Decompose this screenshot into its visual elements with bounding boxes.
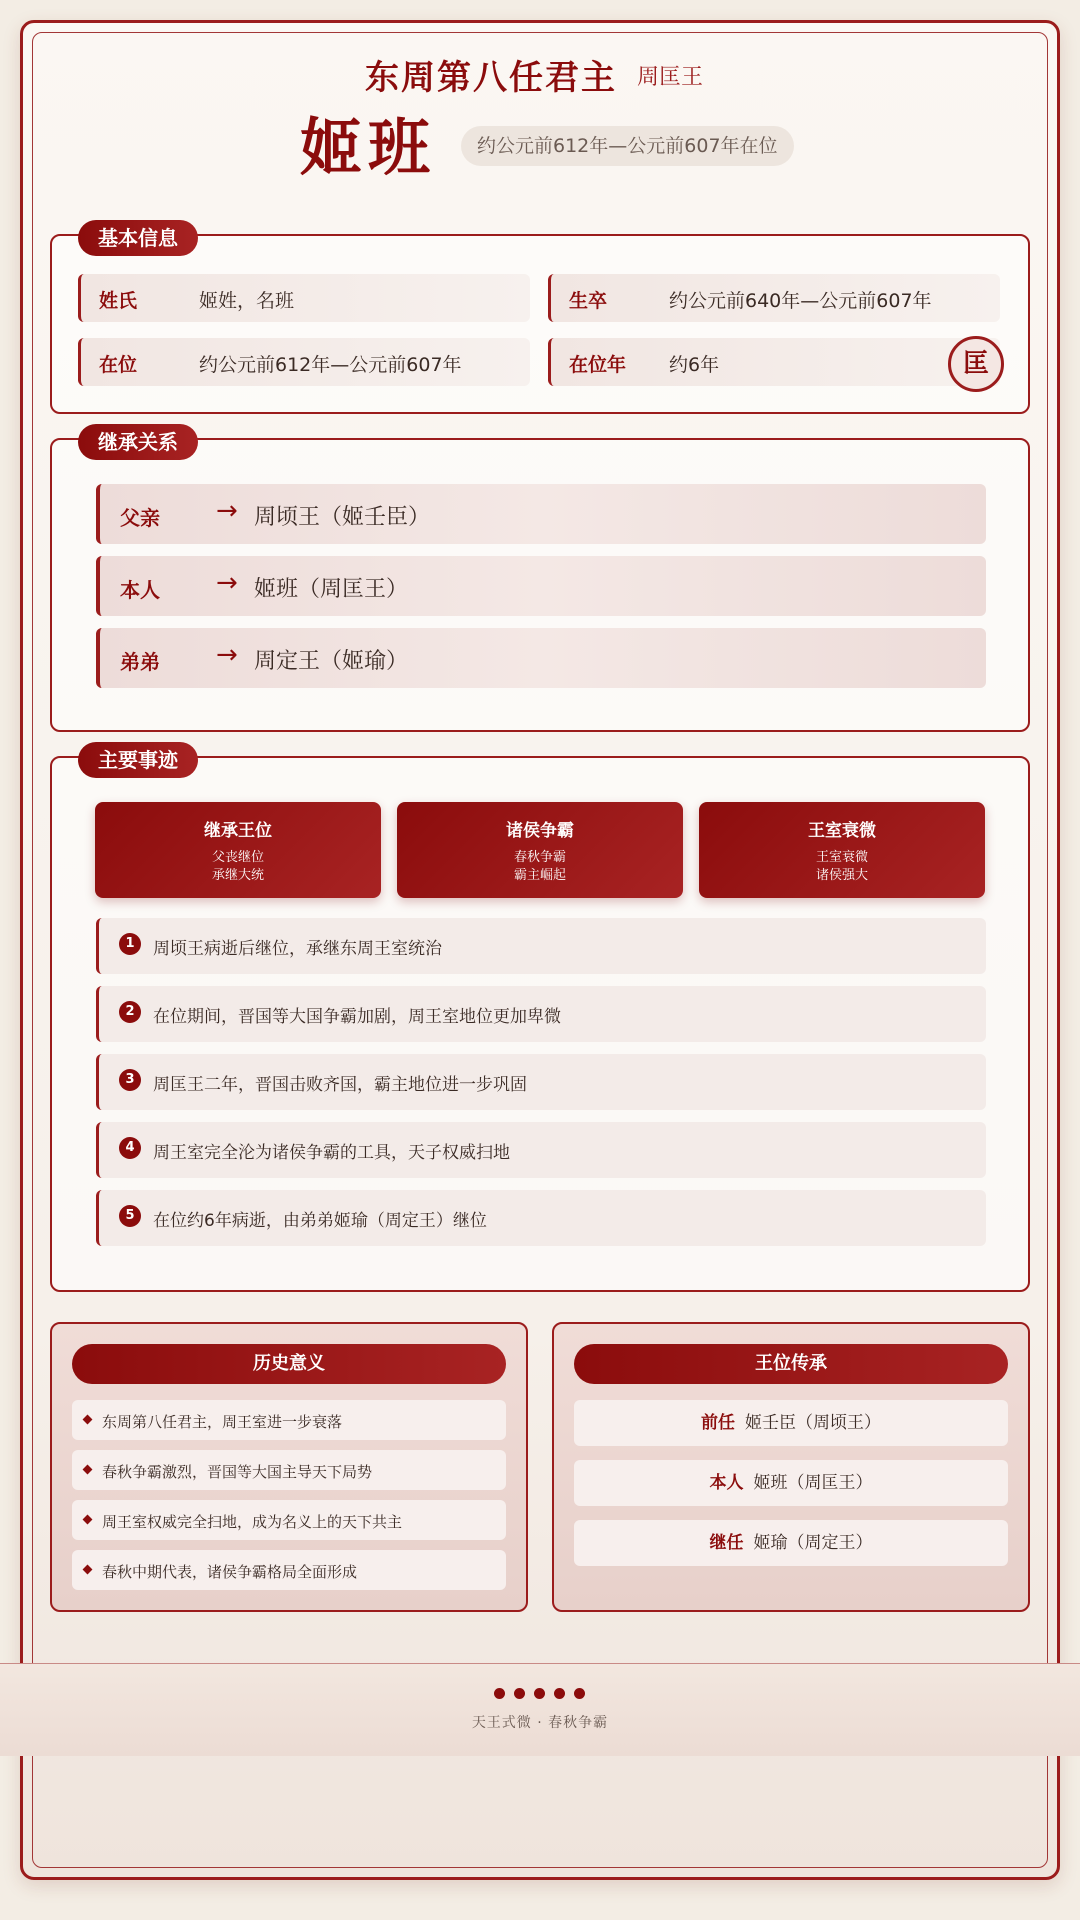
event-text: 周王室完全沦为诸侯争霸的工具，天子权威扫地 [153,1143,510,1163]
footer-band [0,1663,1080,1756]
info-cell-lifespan [548,274,1000,322]
deed-card-line: 承继大统 [211,868,264,883]
succession-row-self [96,556,986,616]
deeds-tag: 主要事迹 [78,742,198,778]
significance-title: 历史意义 [72,1344,506,1384]
event-number-badge: 5 [119,1205,141,1227]
succession-value: 姬班（周匡王） [254,577,409,602]
page-title: 姬班 [300,111,437,184]
basic-info-section [50,226,1030,414]
basic-info-tag: 基本信息 [78,220,198,256]
dot-icon [574,1688,585,1699]
event-number-badge: 2 [119,1001,141,1023]
succession-key: 父亲 [120,506,160,530]
header-title-ref: 周匡王 [637,65,704,90]
throne-value: 姬班（周匡王） [753,1473,873,1493]
deed-card-line: 诸侯强大 [815,868,868,883]
reign-pill: 约公元前612年—公元前607年在位 [461,126,794,166]
event-item [96,1122,986,1178]
footer-dots [494,1688,594,1700]
significance-item [72,1450,506,1490]
succession-section [50,430,1030,732]
deed-card-title: 继承王位 [204,821,272,841]
deed-card-title: 诸侯争霸 [506,821,574,841]
significance-text: 春秋中期代表，诸侯争霸格局全面形成 [102,1563,358,1581]
event-text: 在位期间，晋国等大国争霸加剧，周王室地位更加卑微 [153,1007,561,1027]
arrow-right-icon: → [216,496,238,526]
footer-text: 天王式微 · 春秋争霸 [471,1715,609,1731]
event-number-badge: 1 [119,933,141,955]
succession-key: 弟弟 [120,650,160,674]
info-key: 在位年 [569,354,627,376]
event-number-badge: 4 [119,1137,141,1159]
throne-value: 姬壬臣（周顷王） [745,1413,881,1433]
deed-card-title: 王室衰微 [808,821,876,841]
significance-item [72,1500,506,1540]
arrow-right-icon: → [216,640,238,670]
dot-icon [494,1688,505,1699]
info-key: 姓氏 [99,290,138,312]
significance-item [72,1550,506,1590]
succession-row-father [96,484,986,544]
significance-text: 周王室权威完全扫地，成为名义上的天下共主 [102,1513,403,1531]
significance-text: 东周第八任君主，周王室进一步衰落 [102,1413,343,1431]
throne-item-successor [574,1520,1008,1566]
succession-value: 周定王（姬瑜） [254,649,409,674]
significance-text: 春秋争霸激烈，晋国等大国主导天下局势 [102,1463,373,1481]
throne-item-predecessor [574,1400,1008,1446]
event-item [96,1054,986,1110]
succession-key: 本人 [120,578,160,602]
throne-panel [552,1322,1030,1612]
info-cell-reign [78,338,530,386]
info-cell-reign-years [548,338,1000,386]
succession-row-brother [96,628,986,688]
info-value: 约公元前640年—公元前607年 [669,290,932,312]
throne-title: 王位传承 [574,1344,1008,1384]
info-key: 生卒 [569,290,608,312]
throne-key: 前任 [701,1413,735,1433]
throne-key: 本人 [709,1473,744,1493]
event-item [96,918,986,974]
info-value: 约6年 [669,354,720,376]
event-item [96,986,986,1042]
seal-badge: 匡 [948,336,1004,392]
deed-card [397,802,683,898]
deed-card-line: 王室衰微 [815,850,868,865]
arrow-right-icon: → [216,568,238,598]
deed-card-line: 父丧继位 [211,850,264,865]
significance-panel [50,1322,528,1612]
dot-icon [534,1688,545,1699]
deed-card [95,802,381,898]
deed-card-line: 霸主崛起 [513,868,566,883]
diamond-bullet-icon [83,1415,93,1425]
info-key: 在位 [99,354,138,376]
succession-tag: 继承关系 [78,424,198,460]
event-item [96,1190,986,1246]
throne-item-self [574,1460,1008,1506]
info-cell-surname [78,274,530,322]
dot-icon [514,1688,525,1699]
event-number-badge: 3 [119,1069,141,1091]
deed-card [699,802,985,898]
event-text: 周顷王病逝后继位，承继东周王室统治 [153,939,442,959]
dot-icon [554,1688,565,1699]
info-value: 约公元前612年—公元前607年 [199,354,462,376]
throne-key: 继任 [709,1533,744,1553]
info-value: 姬姓，名班 [199,290,295,312]
event-text: 周匡王二年，晋国击败齐国，霸主地位进一步巩固 [153,1075,527,1095]
diamond-bullet-icon [83,1515,93,1525]
succession-value: 周顷王（姬壬臣） [254,505,431,530]
diamond-bullet-icon [83,1465,93,1475]
significance-item [72,1400,506,1440]
event-text: 在位约6年病逝，由弟弟姬瑜（周定王）继位 [153,1211,487,1231]
header-subtitle: 东周第八任君主 [365,58,617,98]
deed-card-line: 春秋争霸 [513,850,566,865]
diamond-bullet-icon [83,1565,93,1575]
throne-value: 姬瑜（周定王） [753,1533,873,1553]
